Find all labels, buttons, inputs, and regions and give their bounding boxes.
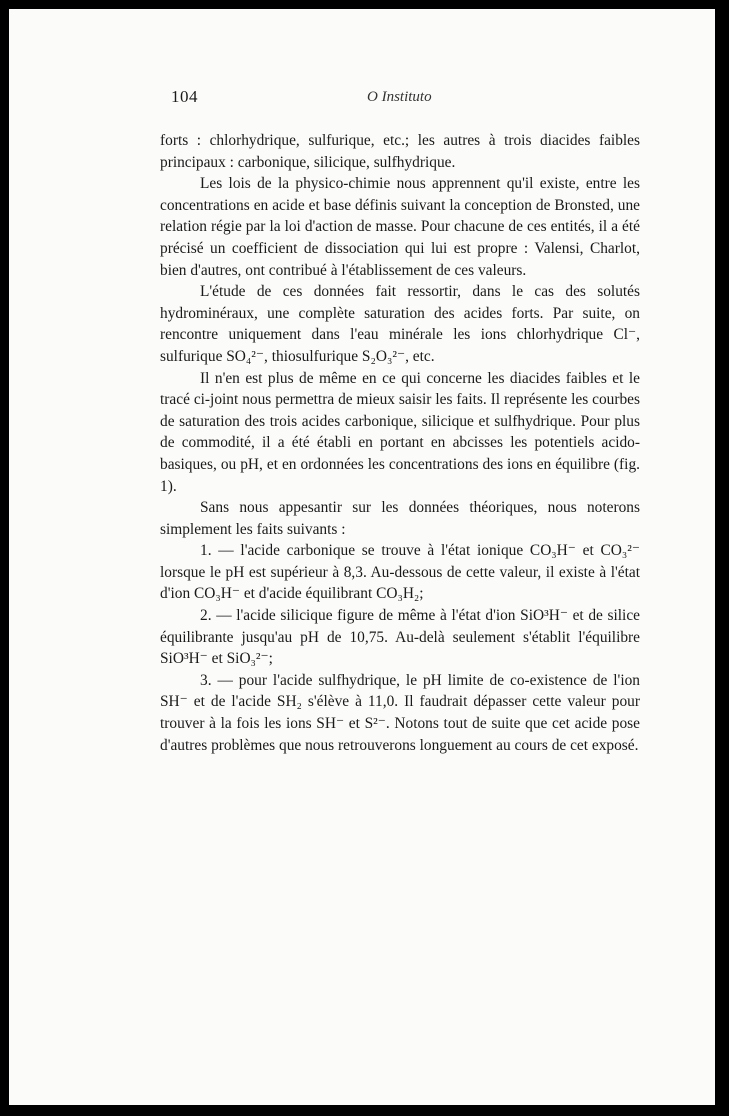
paragraph-faits-suivants: Sans nous appesantir sur les données théoriques, nous noterons simplement les faits suivants : <box>160 499 640 538</box>
running-title: O Instituto <box>367 89 432 105</box>
list-item-carbonique: 1. — l'acide carbonique se trouve à l'état ionique CO₃H⁻ et CO₃²⁻ lorsque le pH est supérieur à 8,3. Au-dessous de cette valeur, il existe à l'état d'ion CO₃H⁻ et d'acide équilibrant CO₃H₂; <box>160 542 640 603</box>
paragraph-diacides-faibles: Il n'en est plus de même en ce qui concerne les diacides faibles et le tracé ci-joint nous permettra de mieux saisir les faits. Il représente les courbes de saturation des trois acides carbonique, silicique et sulfhydrique. Pour plus de commodité, il a été établi en portant en abcisses les potentiels acido-basiques, ou pH, et en ordonnées les concentrations des ions en équilibre (fig. 1). <box>160 369 640 495</box>
page-number: 104 <box>171 87 198 106</box>
body-text <box>160 130 640 756</box>
list-item-silicique: 2. — l'acide silicique figure de même à l'état d'ion SiO³H⁻ et de silice équilibrante jusqu'au pH de 10,75. Au-delà seulement s'établit l'équilibre SiO³H⁻ et SiO₃²⁻; <box>160 607 640 668</box>
paragraph-acides-forts: L'étude de ces données fait ressortir, dans le cas des solutés hydrominéraux, une complète saturation des acides forts. Par suite, on rencontre uniquement dans l'eau minérale les ions chlorhydrique Cl⁻, sulfurique SO₄²⁻, thiosulfurique S₂O₃²⁻, etc. <box>160 283 640 365</box>
list-item-sulfhydrique: 3. — pour l'acide sulfhydrique, le pH limite de co-existence de l'ion SH⁻ et de l'acide SH₂ s'élève à 11,0. Il faudrait dépasser cette valeur pour trouver à la fois les ions SH⁻ et S²⁻. Notons tout de suite que cet acide pose d'autres problèmes que nous retrouverons longuement au cours de cet exposé. <box>160 671 640 754</box>
paragraph-continuation: forts : chlorhydrique, sulfurique, etc.; les autres à trois diacides faibles principaux : carbonique, silicique, sulfhydrique. <box>160 132 640 171</box>
paragraph-physico-chimie: Les lois de la physico-chimie nous apprennent qu'il existe, entre les concentrations en acide et base définis suivant la conception de Bronsted, une relation régie par la loi d'action de masse. Pour chacune de ces entités, il a été précisé un coefficient de dissociation qui lui est propre : Valensi, Charlot, bien d'autres, ont contribué à l'établissement de ces valeurs. <box>160 175 640 279</box>
page-header <box>171 87 521 111</box>
